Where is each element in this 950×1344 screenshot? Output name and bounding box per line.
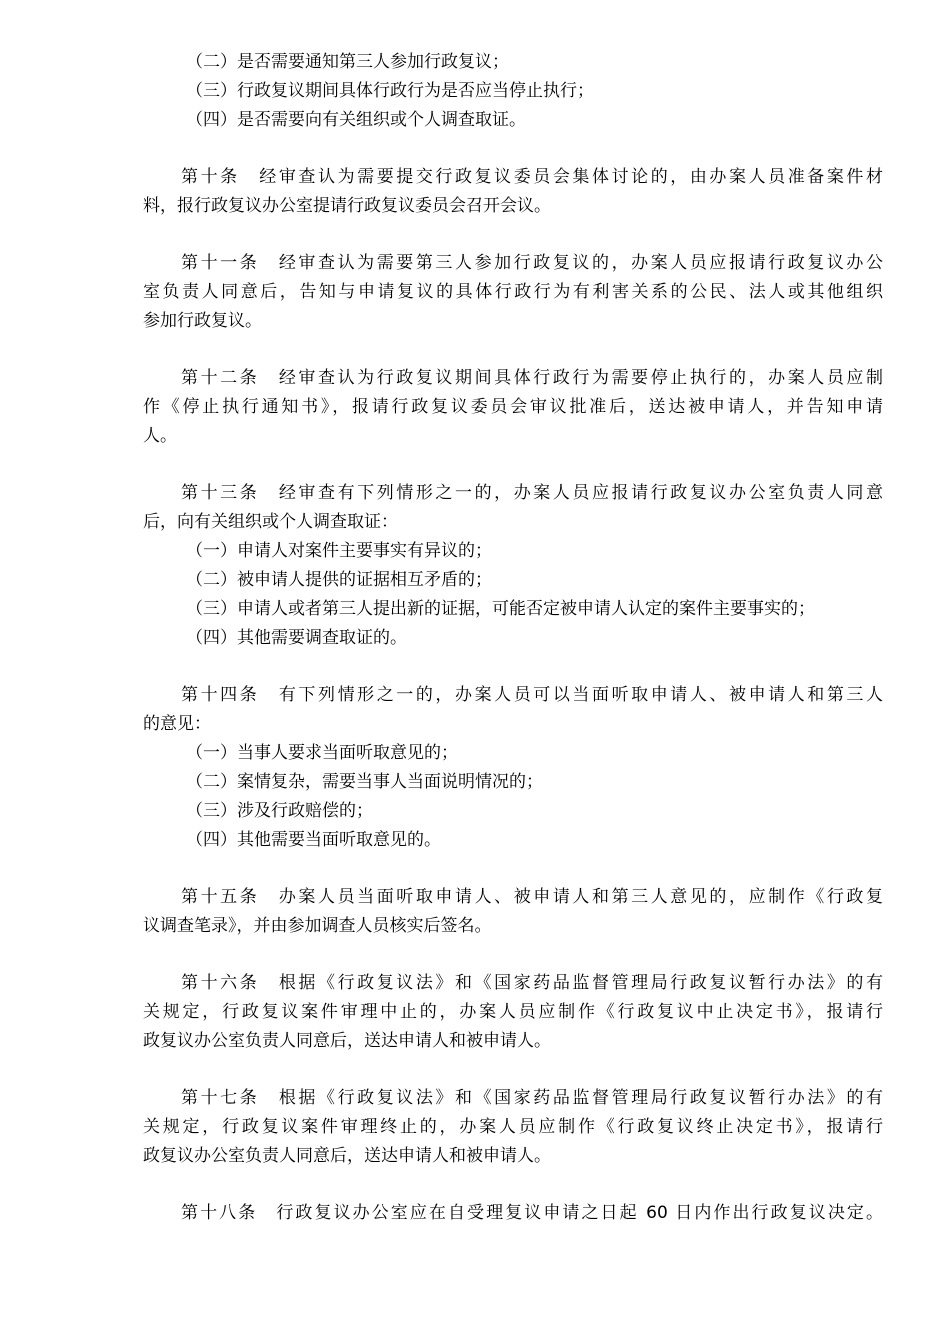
paragraph-gap xyxy=(143,221,883,249)
text-line: 第十七条 根据《行政复议法》和《国家药品监督管理局行政复议暂行办法》的有 xyxy=(181,1088,883,1108)
article-paragraph xyxy=(143,969,883,1056)
article-paragraph xyxy=(143,1199,883,1228)
article-paragraph xyxy=(143,163,883,221)
article-paragraph xyxy=(143,1084,883,1171)
text-line: 后，向有关组织或个人调查取证： xyxy=(143,512,398,532)
article-paragraph xyxy=(143,364,883,451)
text-line: 议调查笔录》，并由参加调查人员核实后签名。 xyxy=(143,916,492,936)
text-line: 第十六条 根据《行政复议法》和《国家药品监督管理局行政复议暂行办法》的有 xyxy=(181,973,883,993)
text-line: 参加行政复议。 xyxy=(143,311,262,331)
article-paragraph xyxy=(143,479,883,653)
list-item: （一）当事人要求当面听取意见的； xyxy=(186,743,458,763)
paragraph-gap xyxy=(143,855,883,883)
list-item: （四）其他需要当面听取意见的。 xyxy=(186,830,441,850)
paragraph-gap xyxy=(143,941,883,969)
text-line: 第十八条 行政复议办公室应在自受理复议申请之日起 60 日内作出行政复议决定。 xyxy=(181,1203,883,1223)
text-line: 关规定，行政复议案件审理终止的，办案人员应制作《行政复议终止决定书》，报请行 xyxy=(143,1117,883,1137)
list-item: （四）是否需要向有关组织或个人调查取证。 xyxy=(186,110,526,130)
paragraph-gap xyxy=(143,1056,883,1084)
paragraph-gap xyxy=(143,653,883,681)
text-line: 政复议办公室负责人同意后，送达申请人和被申请人。 xyxy=(143,1031,551,1051)
article-paragraph xyxy=(143,883,883,941)
text-line: 第十四条 有下列情形之一的，办案人员可以当面听取申请人、被申请人和第三人 xyxy=(181,685,883,705)
paragraph-gap xyxy=(143,451,883,479)
list-item: （二）案情复杂，需要当事人当面说明情况的； xyxy=(186,772,543,792)
article-paragraph xyxy=(143,249,883,336)
text-line: 料，报行政复议办公室提请行政复议委员会召开会议。 xyxy=(143,196,551,216)
text-line: 作《停止执行通知书》，报请行政复议委员会审议批准后，送达被申请人，并告知申请 xyxy=(143,397,883,417)
list-item: （二）被申请人提供的证据相互矛盾的； xyxy=(186,570,492,590)
list-item: （四）其他需要调查取证的。 xyxy=(186,628,407,648)
text-line: 第十二条 经审查认为行政复议期间具体行政行为需要停止执行的，办案人员应制 xyxy=(181,368,883,388)
text-line: 的意见： xyxy=(143,714,211,734)
list-continuation xyxy=(143,48,883,135)
text-line: 第十一条 经审查认为需要第三人参加行政复议的，办案人员应报请行政复议办公 xyxy=(181,253,883,273)
text-line: 政复议办公室负责人同意后，送达申请人和被申请人。 xyxy=(143,1146,551,1166)
list-item: （三）行政复议期间具体行政行为是否应当停止执行； xyxy=(186,81,594,101)
text-line: 第十条 经审查认为需要提交行政复议委员会集体讨论的，由办案人员准备案件材 xyxy=(181,167,883,187)
list-item: （三）申请人或者第三人提出新的证据，可能否定被申请人认定的案件主要事实的； xyxy=(186,599,815,619)
list-item: （三）涉及行政赔偿的； xyxy=(186,801,373,821)
paragraph-gap xyxy=(143,1171,883,1199)
list-item: （一）申请人对案件主要事实有异议的； xyxy=(186,541,492,561)
text-line: 关规定，行政复议案件审理中止的，办案人员应制作《行政复议中止决定书》，报请行 xyxy=(143,1002,883,1022)
document-page xyxy=(143,48,883,1228)
paragraph-gap xyxy=(143,336,883,364)
text-line: 第十三条 经审查有下列情形之一的，办案人员应报请行政复议办公室负责人同意 xyxy=(181,483,883,503)
text-line: 室负责人同意后，告知与申请复议的具体行政行为有利害关系的公民、法人或其他组织 xyxy=(143,282,883,302)
text-line: 人。 xyxy=(143,426,177,446)
list-item: （二）是否需要通知第三人参加行政复议； xyxy=(186,52,509,72)
paragraph-gap xyxy=(143,135,883,163)
article-paragraph xyxy=(143,681,883,855)
text-line: 第十五条 办案人员当面听取申请人、被申请人和第三人意见的，应制作《行政复 xyxy=(181,887,883,907)
